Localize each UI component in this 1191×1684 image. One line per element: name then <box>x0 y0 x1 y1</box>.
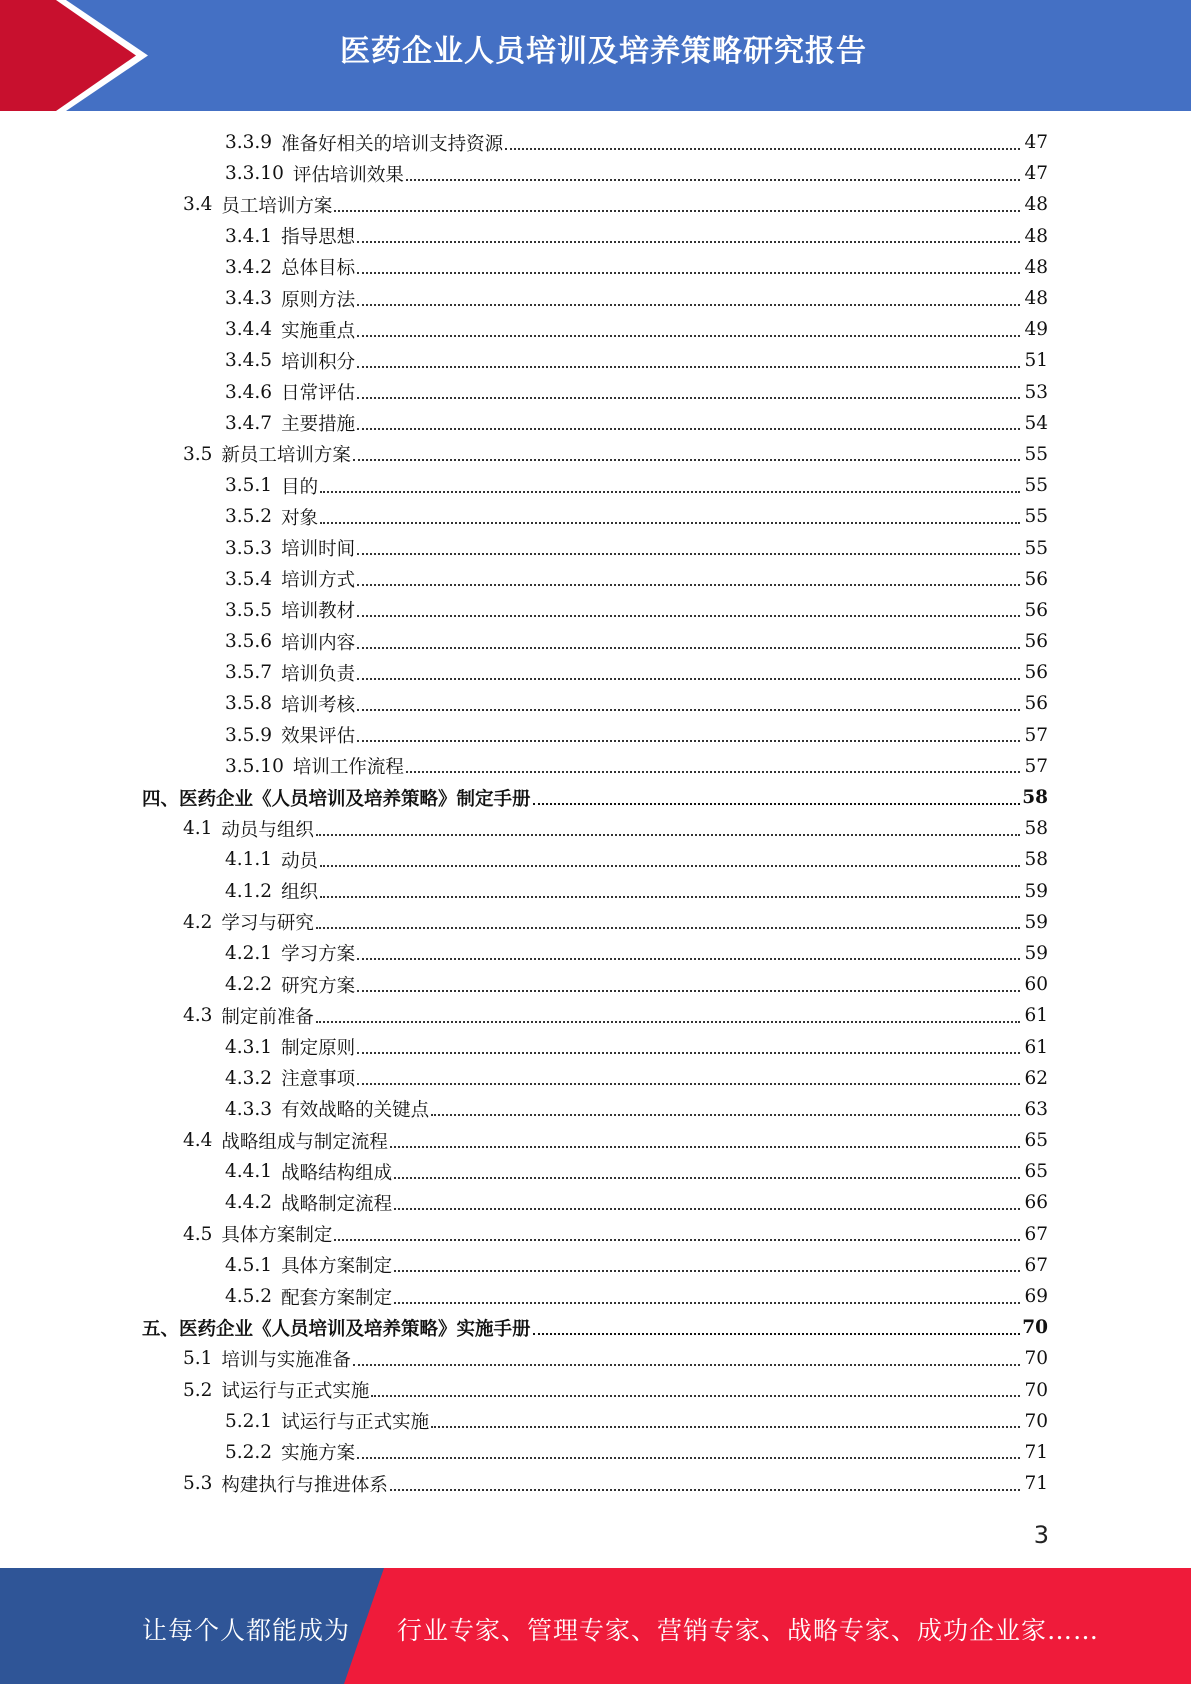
dot-leader <box>320 491 1020 493</box>
toc-entry-title: 注意事项 <box>281 1069 356 1091</box>
dot-leader <box>390 1146 1020 1148</box>
toc-entry[interactable] <box>0 1156 1191 1187</box>
toc-entry-page: 55 <box>1024 475 1048 497</box>
dot-leader <box>371 1395 1020 1397</box>
toc-chapter-entry[interactable] <box>0 1312 1191 1343</box>
toc-entry-number: 5.2.1 <box>225 1410 273 1432</box>
toc-entry-title: 培训时间 <box>281 539 356 561</box>
dot-leader <box>320 522 1020 524</box>
toc-entry[interactable] <box>0 813 1191 844</box>
toc-entry-page: 54 <box>1024 412 1048 434</box>
toc-entry-number: 3.4.3 <box>225 288 273 310</box>
toc-entry-number: 3.3.9 <box>225 132 273 154</box>
toc-entry-number: 3.5 <box>183 443 213 465</box>
toc-entry-page: 47 <box>1024 132 1048 154</box>
toc-entry-page: 48 <box>1024 225 1048 247</box>
toc-entry-title: 评估培训效果 <box>292 164 404 186</box>
toc-entry-page: 71 <box>1024 1473 1048 1495</box>
toc-entry-title: 战略制定流程 <box>281 1193 393 1215</box>
toc-entry[interactable] <box>0 470 1191 501</box>
toc-entry-number: 3.5.1 <box>225 475 273 497</box>
toc-entry-number: 3.5.2 <box>225 506 273 528</box>
toc-entry[interactable] <box>0 158 1191 189</box>
toc-entry-page: 65 <box>1024 1161 1048 1183</box>
toc-entry-page: 61 <box>1024 1005 1048 1027</box>
toc-entry-title: 员工培训方案 <box>221 195 333 217</box>
toc-entry[interactable] <box>0 969 1191 1000</box>
toc-entry[interactable] <box>0 844 1191 875</box>
dot-leader <box>357 958 1020 960</box>
dot-leader <box>357 272 1020 274</box>
toc-entry[interactable] <box>0 408 1191 439</box>
toc-entry-page: 67 <box>1024 1223 1048 1245</box>
toc-entry[interactable] <box>0 1094 1191 1125</box>
toc-entry-number: 4.2.2 <box>225 974 273 996</box>
dot-leader <box>357 990 1020 992</box>
dot-leader <box>394 1177 1020 1179</box>
toc-entry-title: 日常评估 <box>281 383 356 405</box>
toc-entry-page: 49 <box>1024 319 1048 341</box>
dot-leader <box>394 1270 1020 1272</box>
toc-entry-page: 57 <box>1024 724 1048 746</box>
toc-entry-page: 66 <box>1024 1192 1048 1214</box>
toc-entry-number: 4.4.2 <box>225 1192 273 1214</box>
toc-entry-number: 5.2.2 <box>225 1441 273 1463</box>
toc-entry-title: 新员工培训方案 <box>221 445 351 467</box>
toc-entry[interactable] <box>0 626 1191 657</box>
toc-entry-page: 56 <box>1024 693 1048 715</box>
toc-entry-title: 培训内容 <box>281 632 356 654</box>
dot-leader <box>357 1083 1020 1085</box>
toc-entry-title: 培训积分 <box>281 351 356 373</box>
toc-entry-page: 55 <box>1024 537 1048 559</box>
toc-entry-number: 3.5.5 <box>225 599 273 621</box>
toc-entry-page: 47 <box>1024 163 1048 185</box>
toc-entry-number: 5.3 <box>183 1473 213 1495</box>
toc-entry[interactable] <box>0 221 1191 252</box>
toc-entry[interactable] <box>0 501 1191 532</box>
toc-entry-number: 3.5.7 <box>225 662 273 684</box>
dot-leader <box>357 709 1020 711</box>
toc-entry-title: 效果评估 <box>281 726 356 748</box>
toc-entry[interactable] <box>0 1000 1191 1031</box>
toc-entry-number: 4.3 <box>183 1005 213 1027</box>
toc-entry-number: 4.4 <box>183 1130 213 1152</box>
toc-entry-title: 培训工作流程 <box>292 757 404 779</box>
dot-leader <box>357 397 1020 399</box>
toc-entry[interactable] <box>0 907 1191 938</box>
toc-entry-title: 试运行与正式实施 <box>221 1381 370 1403</box>
toc-entry-page: 56 <box>1024 631 1048 653</box>
toc-entry-number: 4.4.1 <box>225 1161 273 1183</box>
toc-entry[interactable] <box>0 595 1191 626</box>
dot-leader <box>357 584 1020 586</box>
dot-leader <box>390 1489 1020 1491</box>
toc-entry-title: 组织 <box>281 882 319 904</box>
toc-entry-page: 59 <box>1024 880 1048 902</box>
toc-entry[interactable] <box>0 751 1191 782</box>
toc-entry-page: 70 <box>1024 1348 1048 1370</box>
toc-entry-page: 67 <box>1024 1254 1048 1276</box>
toc-entry-title: 准备好相关的培训支持资源 <box>281 133 504 155</box>
dot-leader <box>357 1457 1020 1459</box>
toc-entry-number: 3.5.6 <box>225 631 273 653</box>
toc-entry-title: 原则方法 <box>281 289 356 311</box>
dot-leader <box>357 366 1020 368</box>
toc-entry[interactable] <box>0 1343 1191 1374</box>
toc-entry-number: 4.5.2 <box>225 1286 273 1308</box>
toc-entry[interactable] <box>0 439 1191 470</box>
toc-entry-title: 四、医药企业《人员培训及培养策略》制定手册 <box>142 788 531 810</box>
toc-entry-page: 57 <box>1024 755 1048 777</box>
dot-leader <box>533 803 1020 805</box>
page-number: 3 <box>1033 1521 1049 1549</box>
dot-leader <box>357 304 1020 306</box>
toc-entry-title: 构建执行与推进体系 <box>221 1474 388 1496</box>
toc-entry-title: 实施重点 <box>281 320 356 342</box>
toc-entry[interactable] <box>0 938 1191 969</box>
toc-entry[interactable] <box>0 1187 1191 1218</box>
toc-entry-page: 48 <box>1024 256 1048 278</box>
dot-leader <box>320 896 1020 898</box>
dot-leader <box>353 459 1020 461</box>
toc-entry-title: 实施方案 <box>281 1443 356 1465</box>
footer-slogan-right: 行业专家、管理专家、营销专家、战略专家、成功企业家…… <box>397 1616 1100 1645</box>
toc-entry-title: 研究方案 <box>281 975 356 997</box>
toc-entry-title: 培训负责 <box>281 663 356 685</box>
toc-entry[interactable] <box>0 876 1191 907</box>
toc-entry-title: 配套方案制定 <box>281 1287 393 1309</box>
toc-entry[interactable] <box>0 1031 1191 1062</box>
toc-entry-page: 70 <box>1024 1410 1048 1432</box>
toc-entry-title: 培训方式 <box>281 570 356 592</box>
toc-entry-title: 五、医药企业《人员培训及培养策略》实施手册 <box>142 1318 531 1340</box>
toc-entry-page: 59 <box>1024 942 1048 964</box>
toc-entry-page: 61 <box>1024 1036 1048 1058</box>
toc-entry-page: 55 <box>1024 443 1048 465</box>
toc-entry[interactable] <box>0 1437 1191 1468</box>
toc-entry-number: 3.4.6 <box>225 381 273 403</box>
toc-entry-number: 3.5.9 <box>225 724 273 746</box>
toc-entry-page: 56 <box>1024 599 1048 621</box>
toc-entry-number: 4.3.3 <box>225 1098 273 1120</box>
dot-leader <box>353 1364 1020 1366</box>
toc-entry[interactable] <box>0 377 1191 408</box>
toc-entry-number: 4.2 <box>183 911 213 933</box>
dot-leader <box>316 1021 1020 1023</box>
dot-leader <box>394 1302 1020 1304</box>
toc-entry[interactable] <box>0 252 1191 283</box>
toc-entry-number: 4.1.1 <box>225 849 273 871</box>
dot-leader <box>357 241 1020 243</box>
toc-entry-number: 4.1.2 <box>225 880 273 902</box>
toc-entry-number: 3.5.8 <box>225 693 273 715</box>
dot-leader <box>431 1426 1020 1428</box>
toc-entry-number: 3.4.1 <box>225 225 273 247</box>
toc-entry[interactable] <box>0 688 1191 719</box>
dot-leader <box>394 1208 1020 1210</box>
dot-leader <box>357 1052 1020 1054</box>
toc-entry-title: 制定前准备 <box>221 1006 314 1028</box>
toc-entry-number: 3.5.4 <box>225 568 273 590</box>
toc-entry-title: 对象 <box>281 507 319 529</box>
toc-entry[interactable] <box>0 1125 1191 1156</box>
table-of-contents <box>0 127 1191 1499</box>
dot-leader <box>406 179 1020 181</box>
toc-entry-number: 4.5 <box>183 1223 213 1245</box>
toc-entry[interactable] <box>0 1468 1191 1499</box>
toc-entry-number: 3.4.5 <box>225 350 273 372</box>
toc-entry-title: 培训与实施准备 <box>221 1349 351 1371</box>
toc-entry-number: 4.1 <box>183 818 213 840</box>
toc-entry-number: 3.4.2 <box>225 256 273 278</box>
toc-entry-number: 4.3.1 <box>225 1036 273 1058</box>
toc-entry-page: 71 <box>1024 1441 1048 1463</box>
toc-entry[interactable] <box>0 283 1191 314</box>
dot-leader <box>320 865 1020 867</box>
toc-entry-title: 主要措施 <box>281 414 356 436</box>
toc-entry[interactable] <box>0 1219 1191 1250</box>
toc-entry-number: 4.2.1 <box>225 942 273 964</box>
toc-entry-page: 65 <box>1024 1130 1048 1152</box>
toc-entry-title: 战略结构组成 <box>281 1162 393 1184</box>
toc-entry-title: 培训教材 <box>281 601 356 623</box>
document-title: 医药企业人员培训及培养策略研究报告 <box>340 34 867 69</box>
toc-entry[interactable] <box>0 127 1191 158</box>
toc-entry-page: 56 <box>1024 662 1048 684</box>
toc-entry-number: 3.4.7 <box>225 412 273 434</box>
dot-leader <box>334 1239 1020 1241</box>
toc-entry-page: 56 <box>1024 568 1048 590</box>
dot-leader <box>316 927 1020 929</box>
dot-leader <box>406 771 1020 773</box>
toc-entry-number: 3.3.10 <box>225 163 284 185</box>
toc-entry-number: 5.1 <box>183 1348 213 1370</box>
toc-entry-title: 具体方案制定 <box>221 1225 333 1247</box>
toc-entry[interactable] <box>0 314 1191 345</box>
toc-entry[interactable] <box>0 189 1191 220</box>
toc-entry-page: 62 <box>1024 1067 1048 1089</box>
page-footer <box>0 1568 1191 1684</box>
toc-entry-page: 60 <box>1024 974 1048 996</box>
toc-entry-page: 58 <box>1024 849 1048 871</box>
dot-leader <box>357 615 1020 617</box>
toc-entry-title: 制定原则 <box>281 1038 356 1060</box>
toc-entry-page: 53 <box>1024 381 1048 403</box>
dot-leader <box>533 1333 1020 1335</box>
toc-entry-title: 动员 <box>281 850 319 872</box>
dot-leader <box>357 740 1020 742</box>
toc-entry-title: 战略组成与制定流程 <box>221 1131 388 1153</box>
page-header <box>0 0 1191 111</box>
dot-leader <box>357 647 1020 649</box>
toc-entry-title: 培训考核 <box>281 694 356 716</box>
toc-entry[interactable] <box>0 657 1191 688</box>
footer-slogan-left: 让每个人都能成为 <box>142 1616 351 1645</box>
toc-entry[interactable] <box>0 532 1191 563</box>
toc-chapter-entry[interactable] <box>0 782 1191 813</box>
dot-leader <box>357 335 1020 337</box>
toc-entry[interactable] <box>0 720 1191 751</box>
toc-entry[interactable] <box>0 1375 1191 1406</box>
toc-entry[interactable] <box>0 1281 1191 1312</box>
toc-entry-number: 3.4.4 <box>225 319 273 341</box>
toc-entry-page: 58 <box>1022 787 1048 809</box>
toc-entry-page: 70 <box>1022 1317 1048 1339</box>
toc-entry-title: 指导思想 <box>281 227 356 249</box>
toc-entry-number: 3.5.3 <box>225 537 273 559</box>
toc-entry-page: 63 <box>1024 1098 1048 1120</box>
toc-entry-page: 70 <box>1024 1379 1048 1401</box>
dot-leader <box>357 678 1020 680</box>
toc-entry-page: 51 <box>1024 350 1048 372</box>
dot-leader <box>334 210 1020 212</box>
dot-leader <box>505 148 1020 150</box>
toc-entry-number: 5.2 <box>183 1379 213 1401</box>
toc-entry-title: 具体方案制定 <box>281 1256 393 1278</box>
dot-leader <box>357 428 1020 430</box>
dot-leader <box>316 834 1020 836</box>
toc-entry-title: 学习与研究 <box>221 913 314 935</box>
toc-entry-page: 59 <box>1024 911 1048 933</box>
toc-entry-title: 总体目标 <box>281 258 356 280</box>
toc-entry-title: 动员与组织 <box>221 819 314 841</box>
toc-entry[interactable] <box>0 345 1191 376</box>
toc-entry-number: 3.5.10 <box>225 755 284 777</box>
toc-entry-page: 48 <box>1024 194 1048 216</box>
toc-entry-number: 4.3.2 <box>225 1067 273 1089</box>
toc-entry-title: 试运行与正式实施 <box>281 1412 430 1434</box>
toc-entry[interactable] <box>0 564 1191 595</box>
toc-entry-number: 4.5.1 <box>225 1254 273 1276</box>
toc-entry-page: 48 <box>1024 288 1048 310</box>
toc-entry[interactable] <box>0 1250 1191 1281</box>
toc-entry-page: 58 <box>1024 818 1048 840</box>
dot-leader <box>431 1114 1020 1116</box>
toc-entry-title: 学习方案 <box>281 944 356 966</box>
toc-entry[interactable] <box>0 1406 1191 1437</box>
toc-entry-title: 目的 <box>281 476 319 498</box>
dot-leader <box>357 553 1020 555</box>
toc-entry-page: 69 <box>1024 1286 1048 1308</box>
toc-entry-page: 55 <box>1024 506 1048 528</box>
toc-entry[interactable] <box>0 1063 1191 1094</box>
toc-entry-title: 有效战略的关键点 <box>281 1100 430 1122</box>
toc-entry-number: 3.4 <box>183 194 213 216</box>
